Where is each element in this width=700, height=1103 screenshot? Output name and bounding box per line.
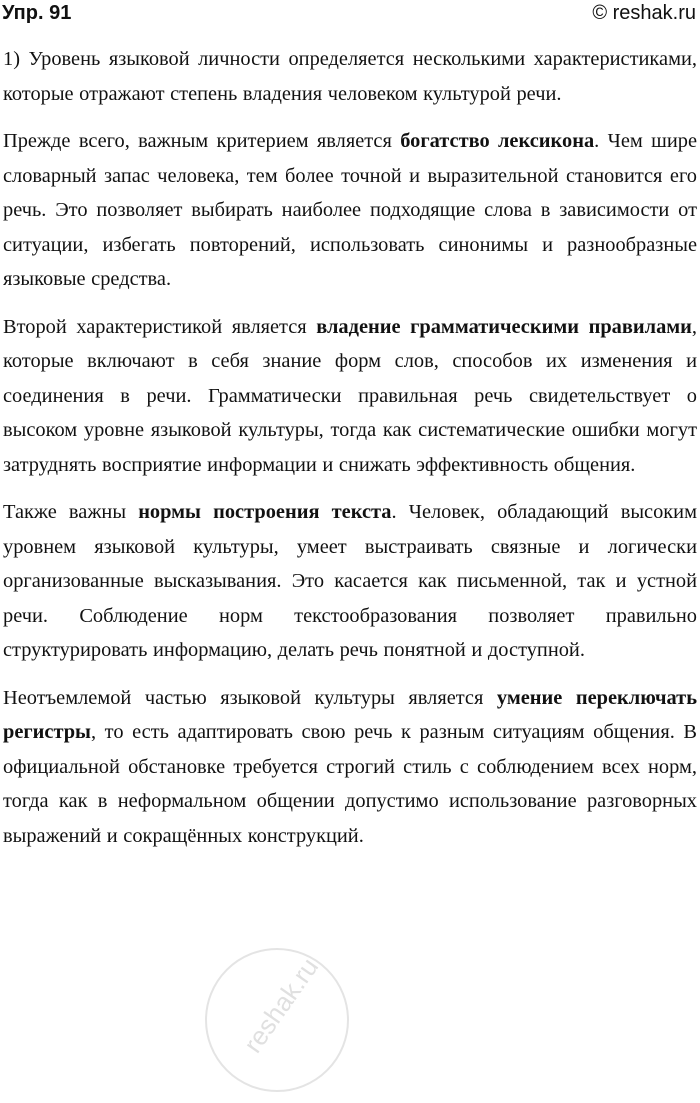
key-term: нормы построения текста (138, 501, 392, 523)
paragraph-5 (3, 681, 697, 854)
watermark-text: reshak.ru (237, 952, 325, 1059)
key-term: умение переключать регистры (3, 686, 697, 743)
paragraph-text: . Человек, обладающий высоким уровнем языковой культуры, умеет выстраивать связные и логически организованные высказывания. Это касается как письменной, так и устной речи. Соблюдение норм текстообразования позволяет правильно структурировать информацию, делать речь понятной и доступной. (3, 501, 697, 661)
paragraph-text: Второй характеристикой является (3, 315, 317, 338)
paragraph-3 (3, 310, 697, 483)
watermark-stamp (205, 948, 349, 1092)
paragraph-text: Неотъемлемой частью языковой культуры является (3, 686, 497, 709)
key-term: богатство лексикона (400, 130, 595, 152)
solution-text (3, 42, 697, 866)
paragraph-text: , то есть адаптировать свою речь к разным ситуациям общения. В официальной обстановке требуется строгий стиль с соблюдением всех норм, тогда как в неформальном общении допустимо использование разговорных выражений и сокращённых конструкций. (3, 721, 697, 847)
page-header (0, 0, 700, 30)
exercise-title: Упр. 91 (2, 2, 72, 24)
paragraph-text: Также важны (3, 501, 139, 523)
paragraph-text: Прежде всего, важным критерием является (3, 130, 401, 152)
paragraph-text: . Чем шире словарный запас человека, тем более точной и выразительной становится его речь. Это позволяет выбирать наиболее подходящие слова в зависимости от ситуации, избегать повторений, использовать синонимы и разнообразные языковые средства. (3, 130, 698, 290)
paragraph-1 (3, 42, 697, 111)
site-credit: © reshak.ru (592, 2, 696, 24)
paragraph-2 (3, 124, 697, 297)
key-term: владение грамматическими правилами (316, 315, 692, 338)
paragraph-4 (3, 495, 697, 668)
paragraph-text: , которые включают в себя знание форм слов, способов их изменения и соединения в речи. Грамматически правильная речь свидетельствует о высоком уровне языковой культуры, тогда как систематические ошибки могут затруднять восприятие информации и снижать эффективность общения. (3, 315, 698, 476)
paragraph-text: 1) Уровень языковой личности определяется несколькими характеристиками, которые отражают степень владения человеком культурой речи. (3, 48, 697, 105)
